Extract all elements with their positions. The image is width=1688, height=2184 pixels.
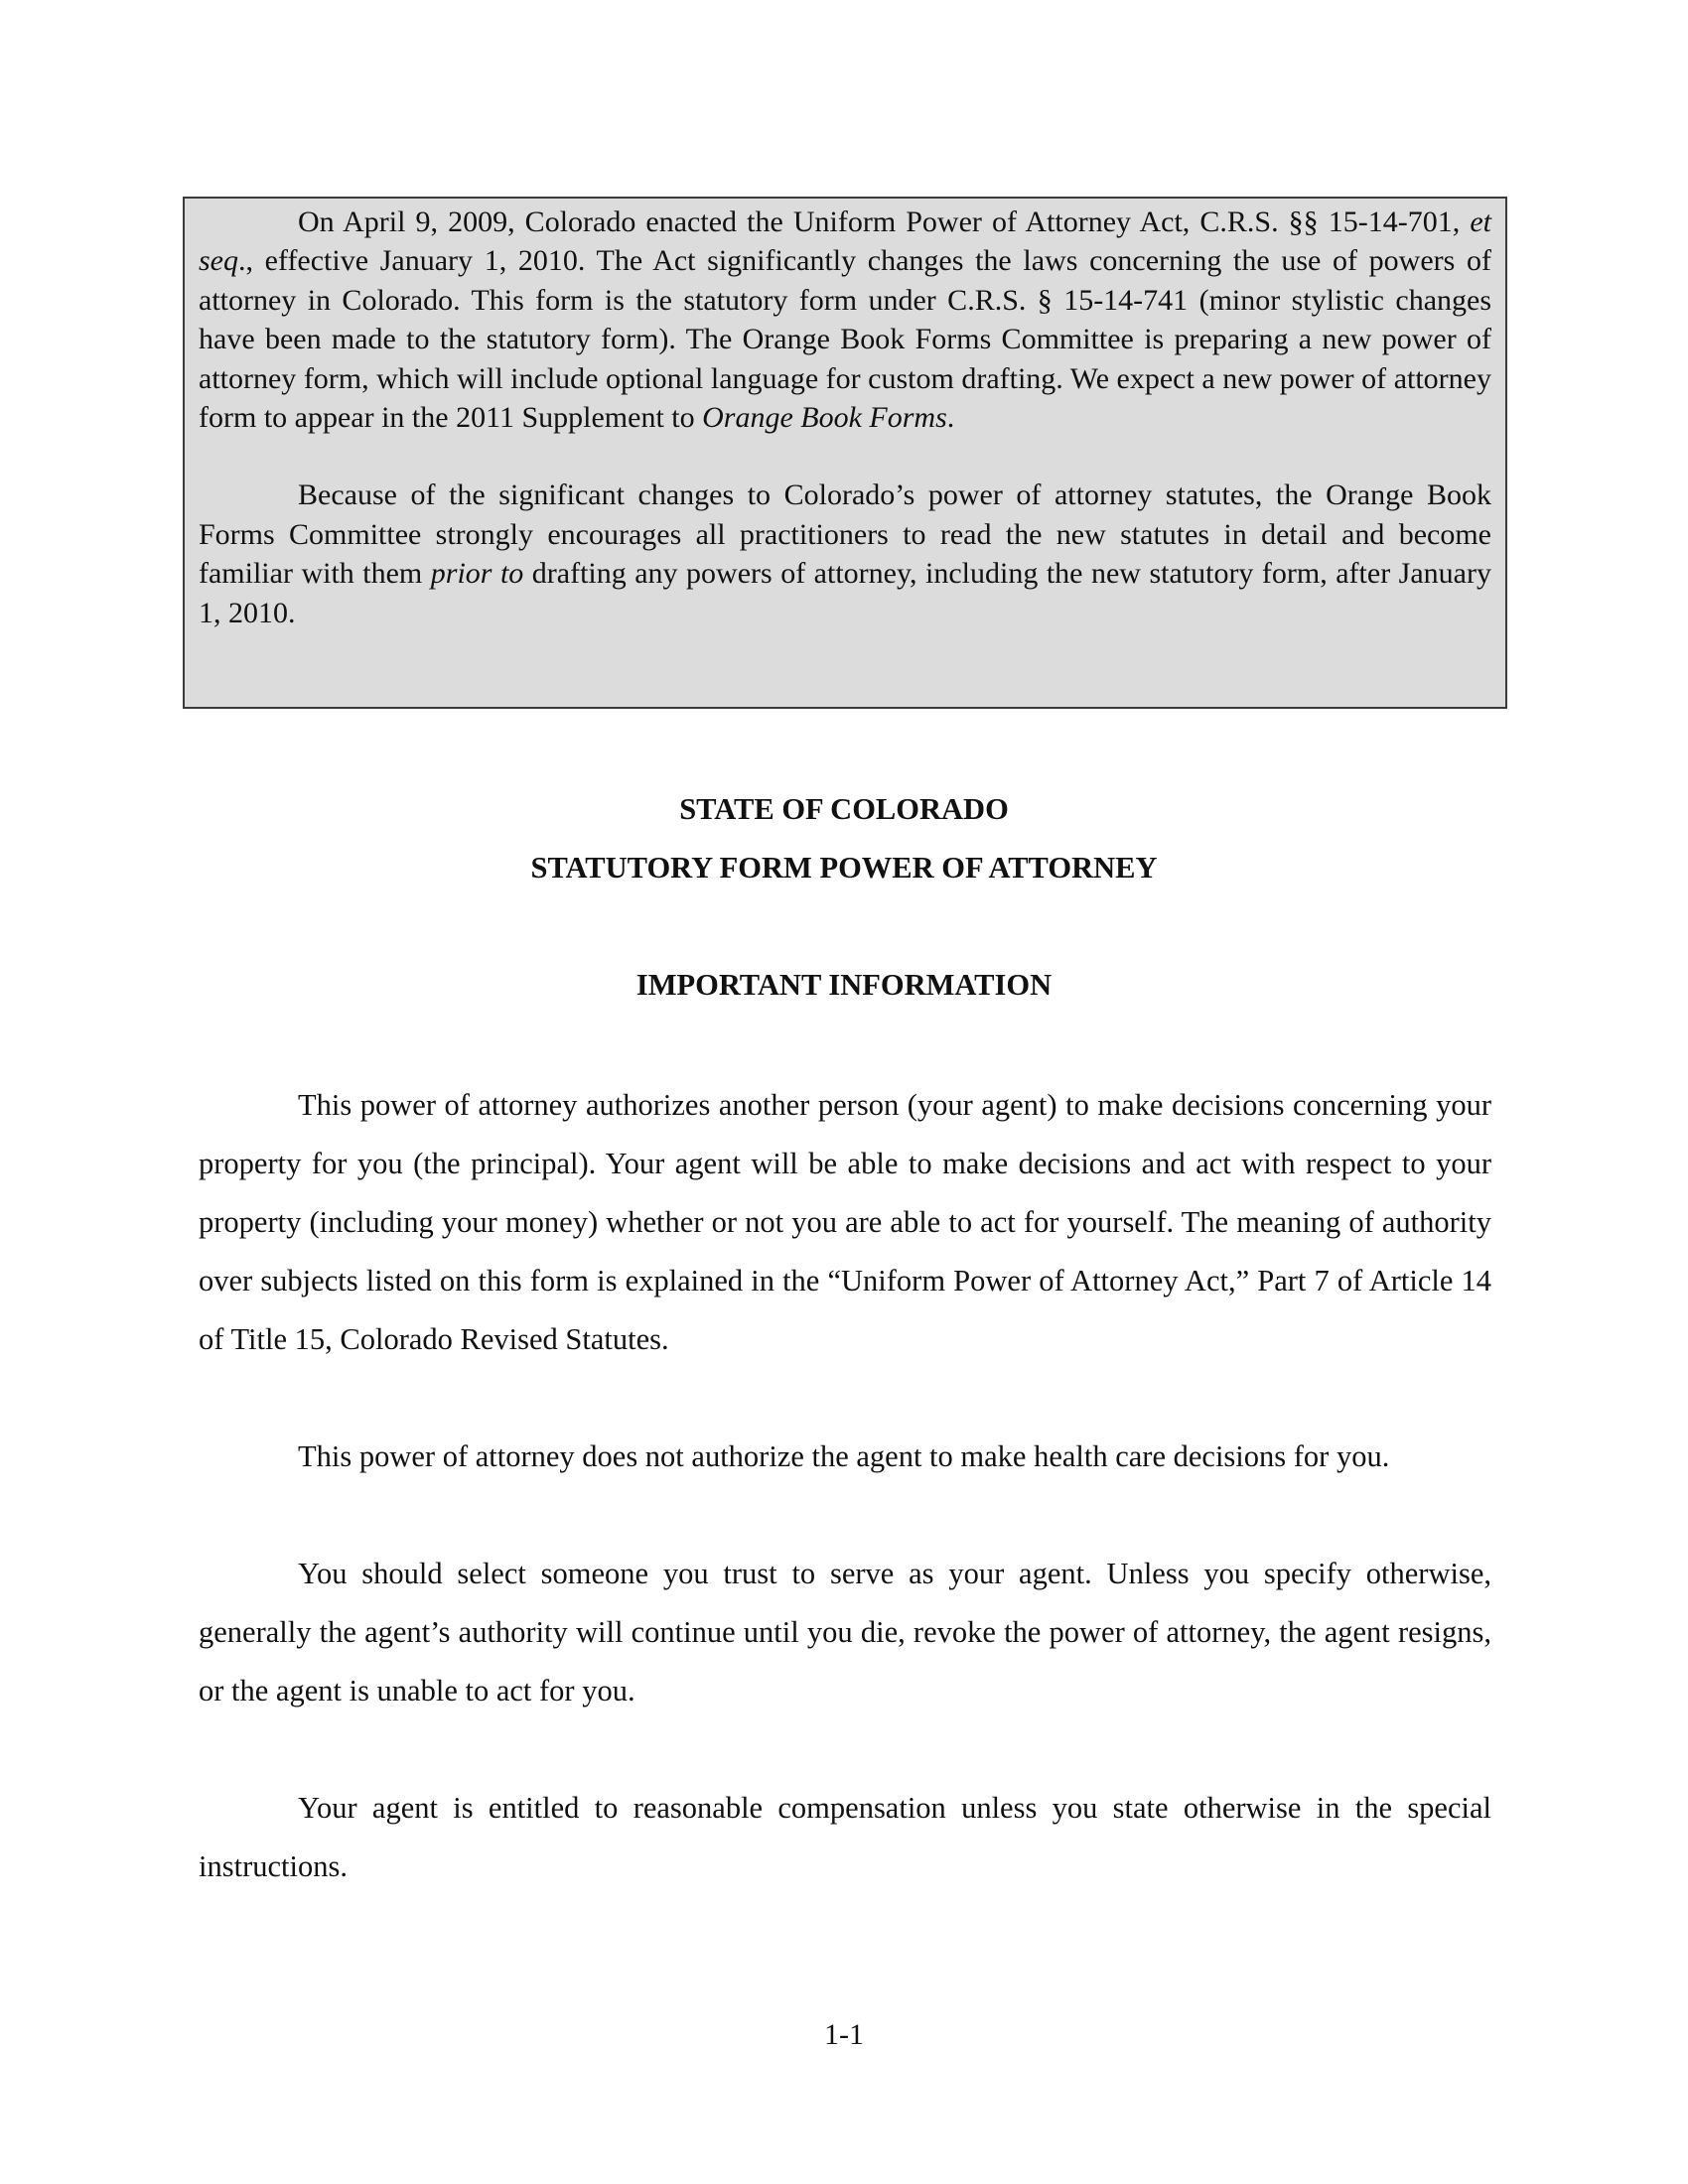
editorial-notice-box [183, 197, 1507, 709]
body-paragraph-authorization: This power of attorney authorizes another person (your agent) to make decisions concerning your property for you (the principal). Your agent will be able to make decisions and act with respect to your property (including your money) whether or not you are able to act for yourself. The meaning of authority over subjects listed on this form is explained in the “Uniform Power of Attorney Act,” Part 7 of Article 14 of Title 15, Colorado Revised Statutes. [199, 1088, 1491, 1356]
heading-statutory-form: STATUTORY FORM POWER OF ATTORNEY [530, 851, 1158, 885]
notice-p1-text-c: ., effective January 1, 2010. The Act significantly changes the laws concerning the use of powers of attorney in Colorado. This form is the statutory form under C.R.S. § 15-14-741 (minor stylistic changes have been made to the statutory form). The Orange Book Forms Committee is preparing a new power of attorney form, which will include optional language for custom drafting. We expect a new power of attorney form to appear in the 2011 Supplement to [199, 244, 1491, 435]
body-paragraph-health-care: This power of attorney does not authorize the agent to make health care decisions for you. [298, 1439, 1390, 1473]
heading-important-information: IMPORTANT INFORMATION [635, 968, 1053, 1002]
notice-p1-text-a: On April 9, 2009, Colorado enacted the Uniform Power of Attorney Act, C.R.S. §§ 15-14-701, [298, 205, 1471, 238]
notice-p1-et-seq: et seq [199, 205, 1491, 278]
notice-p1-book-title: Orange Book Forms [702, 401, 947, 435]
heading-state-of-colorado: STATE OF COLORADO [679, 792, 1009, 826]
notice-p2-prior-to: prior to [430, 557, 524, 591]
notice-paragraph-2 [199, 476, 1491, 632]
notice-p2-text-c: drafting any powers of attorney, including the new statutory form, after January 1, 2010. [199, 557, 1491, 629]
body-paragraph-compensation: Your agent is entitled to reasonable compensation unless you state otherwise in the special instructions. [199, 1791, 1491, 1883]
notice-paragraph-1 [199, 203, 1491, 437]
notice-p1-text-e: . [946, 401, 955, 435]
notice-p2-text-a: Because of the significant changes to Colorado’s power of attorney statutes, the Orange Book Forms Committee strongly encourages all practitioners to read the new statutes in detail and become familiar with them [199, 478, 1491, 591]
body-paragraph-select-agent: You should select someone you trust to serve as your agent. Unless you specify otherwise, generally the agent’s authority will continue until you die, revoke the power of attorney, the agent resigns, or the agent is unable to act for you. [199, 1557, 1491, 1707]
page-number: 1-1 [824, 2018, 864, 2051]
